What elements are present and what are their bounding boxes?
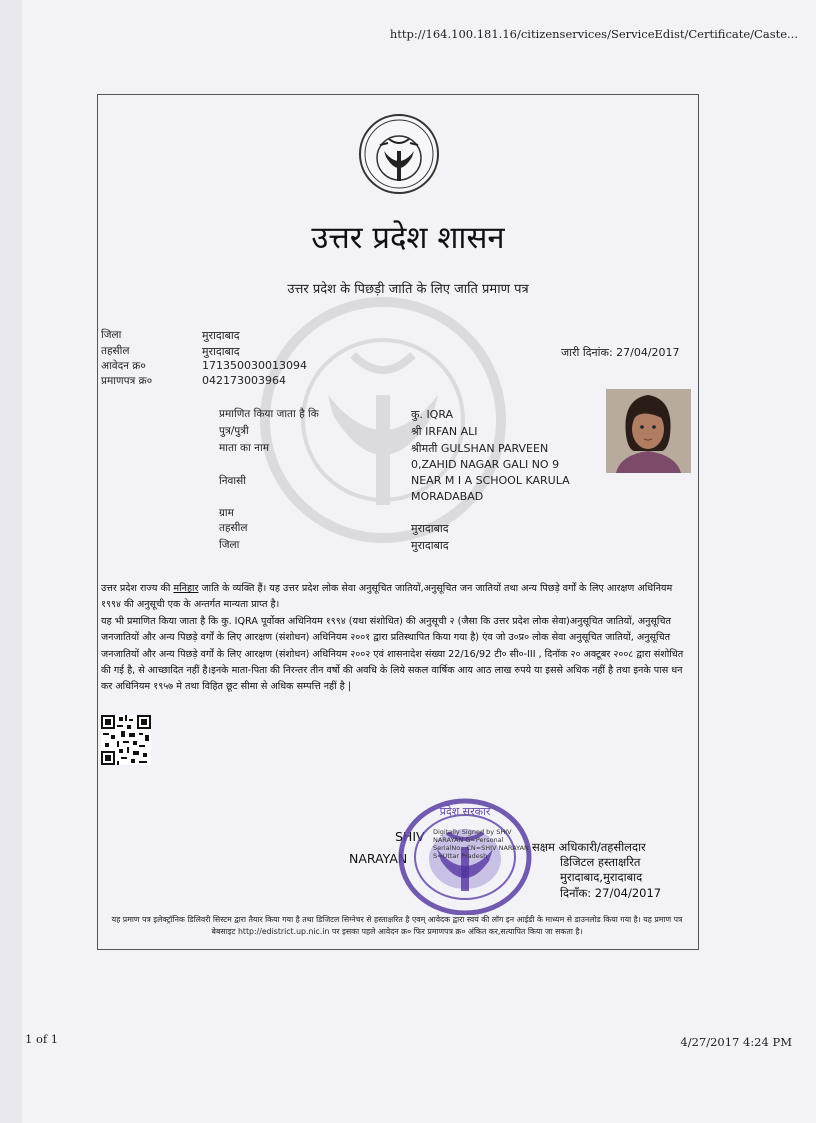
authority-title: सक्षम अधिकारी/तहसीलदार [532, 840, 646, 854]
digital-sign-line-4: S=Uttar Pradesh [433, 852, 488, 860]
mother-name: श्रीमती GULSHAN PARVEEN [411, 442, 549, 455]
up-govt-emblem-icon [358, 113, 440, 195]
digitally-signed-label: डिजिटल हस्ताक्षरित [560, 855, 641, 869]
tehsil-value: मुरादाबाद [202, 345, 240, 358]
print-timestamp: 4/27/2017 4:24 PM [680, 1035, 792, 1049]
page-count: 1 of 1 [25, 1032, 59, 1046]
digital-sign-line-1: Digitally Signed by SHIV [433, 828, 512, 836]
svg-text:प्रदेश सरकार: प्रदेश सरकार [439, 805, 491, 818]
application-number: 171350030013094 [202, 359, 307, 372]
certificate-subtitle: उत्तर प्रदेश के पिछड़ी जाति के लिए जाति प्रमाण पत्र [287, 282, 529, 297]
address-line-3: MORADABAD [411, 490, 484, 503]
authority-place: मुरादाबाद,मुरादाबाद [560, 870, 643, 884]
signatory-name-2: NARAYAN [349, 851, 408, 866]
page-title: उत्तर प्रदेश शासन [311, 220, 505, 256]
digital-sign-line-3: SerialNo...CN=SHIV NARAYAN [433, 844, 529, 852]
village-label: ग्राम [219, 507, 234, 519]
certificate-body [101, 581, 693, 696]
page-url: http://164.100.181.16/citizenservices/ServiceEdist/Certificate/Caste... [389, 27, 798, 41]
address-line-1: 0,ZAHID NAGAR GALI NO 9 [411, 458, 560, 471]
person-district-label: जिला [219, 539, 240, 551]
authority-date: दिनाँक: 27/04/2017 [560, 886, 662, 900]
certify-label: प्रमाणित किया जाता है कि [219, 408, 319, 420]
issue-date: जारी दिनांक: 27/04/2017 [561, 346, 680, 359]
father-name: श्री IRFAN ALI [411, 425, 478, 438]
caste-name: मनिहार [173, 583, 199, 594]
address-label: निवासी [219, 475, 246, 487]
applicant-photo [606, 389, 691, 473]
certificate-number: 042173003964 [202, 374, 286, 387]
person-district-value: मुरादाबाद [411, 539, 449, 552]
tehsil-label: तहसील [101, 345, 130, 357]
footer-note: यह प्रमाण पत्र इलेक्ट्रॉनिक डिलिवरी सिस्टम द्वारा तैयार किया गया है तथा डिजिटल सिग्नेचर से हस्ताक्षरित है एवम् आवेदक द्वारा स्वयं की लॉग इन आईडी के माध्यम से डाउनलोड किया गया है। यह प्रमाण पत्र बेबसाइट http://edistrict.up.nic.in पर इसका पहले आवेदन क्र० फिर प्रमाणपत्र क्र० अंकित कर,सत्यापित किया जा सकता है। [111, 915, 683, 936]
body-paragraph-2: यह भी प्रमाणित किया जाता है कि कु. IQRA पूर्वोक्त अधिनियम १९९४ (यथा संशोधित) की अनुसूची २ (जैसा कि उत्तर प्रदेश लोक सेवा)अनुसूचित जातियों, अनुसूचित जनजातियों और अन्य पिछड़े वर्गों के लिए आरक्षण (संशोधन) अधिनियम २००१ द्वारा प्रतिस्थापित किया गया है) एंव जो उ०प्र० लोक सेवा अनुसूचित जातियों, अनुसूचित जनजातियों और अन्य पिछड़े वर्गों के लिए आरक्षण (संशोधन) अधिनियम २००२ एवं शासनादेश संख्या 22/16/92 टी० सी०-III , दिनॉक २० अक्टूबर २००८ द्वारा संशोधित की गई है, से आच्छादित नहीं है।इनके माता-पिता की निरन्तर तीन वर्षो की अवधि के लिये सकल वार्षिक आय आठ लाख रुपये या इससे अधिक नहीं है तथा इनके पास धन कर अधिनियम १९५७ मे तथा विहित छूट सीमा से अधिक सम्पत्ति नहीं है | [101, 615, 684, 693]
qr-code-icon [101, 715, 151, 765]
body-paragraph-1-start: उत्तर प्रदेश राज्य की [101, 583, 174, 594]
body-paragraph-1-end: जाति के व्यक्ति हैं। यह उत्तर प्रदेश लोक सेवा अनुसूचित जातियों,अनुसूचित जन जातियों तथा अन्य पिछड़े वर्गों के लिए आरक्षण अधिनियम १९९४ की अनुसूची एक के अन्तर्गत मान्यता प्राप्त है। [101, 583, 673, 611]
district-label: जिला [101, 329, 122, 341]
digital-signature-info [433, 828, 529, 860]
signatory-name-1: SHIV [395, 829, 425, 844]
person-tehsil-label: तहसील [219, 522, 248, 534]
relation-label: पुत्र/पुत्री [219, 425, 249, 437]
application-label: आवेदन क्र० [101, 360, 146, 372]
address-line-2: NEAR M I A SCHOOL KARULA [411, 474, 570, 487]
digital-sign-line-2: NARAYAN G=Personal [433, 836, 504, 844]
mother-label: माता का नाम [219, 442, 269, 454]
applicant-name: कु. IQRA [411, 408, 454, 421]
person-tehsil-value: मुरादाबाद [411, 522, 449, 535]
district-value: मुरादाबाद [202, 329, 240, 342]
certificate-label: प्रमाणपत्र क्र० [101, 375, 153, 387]
